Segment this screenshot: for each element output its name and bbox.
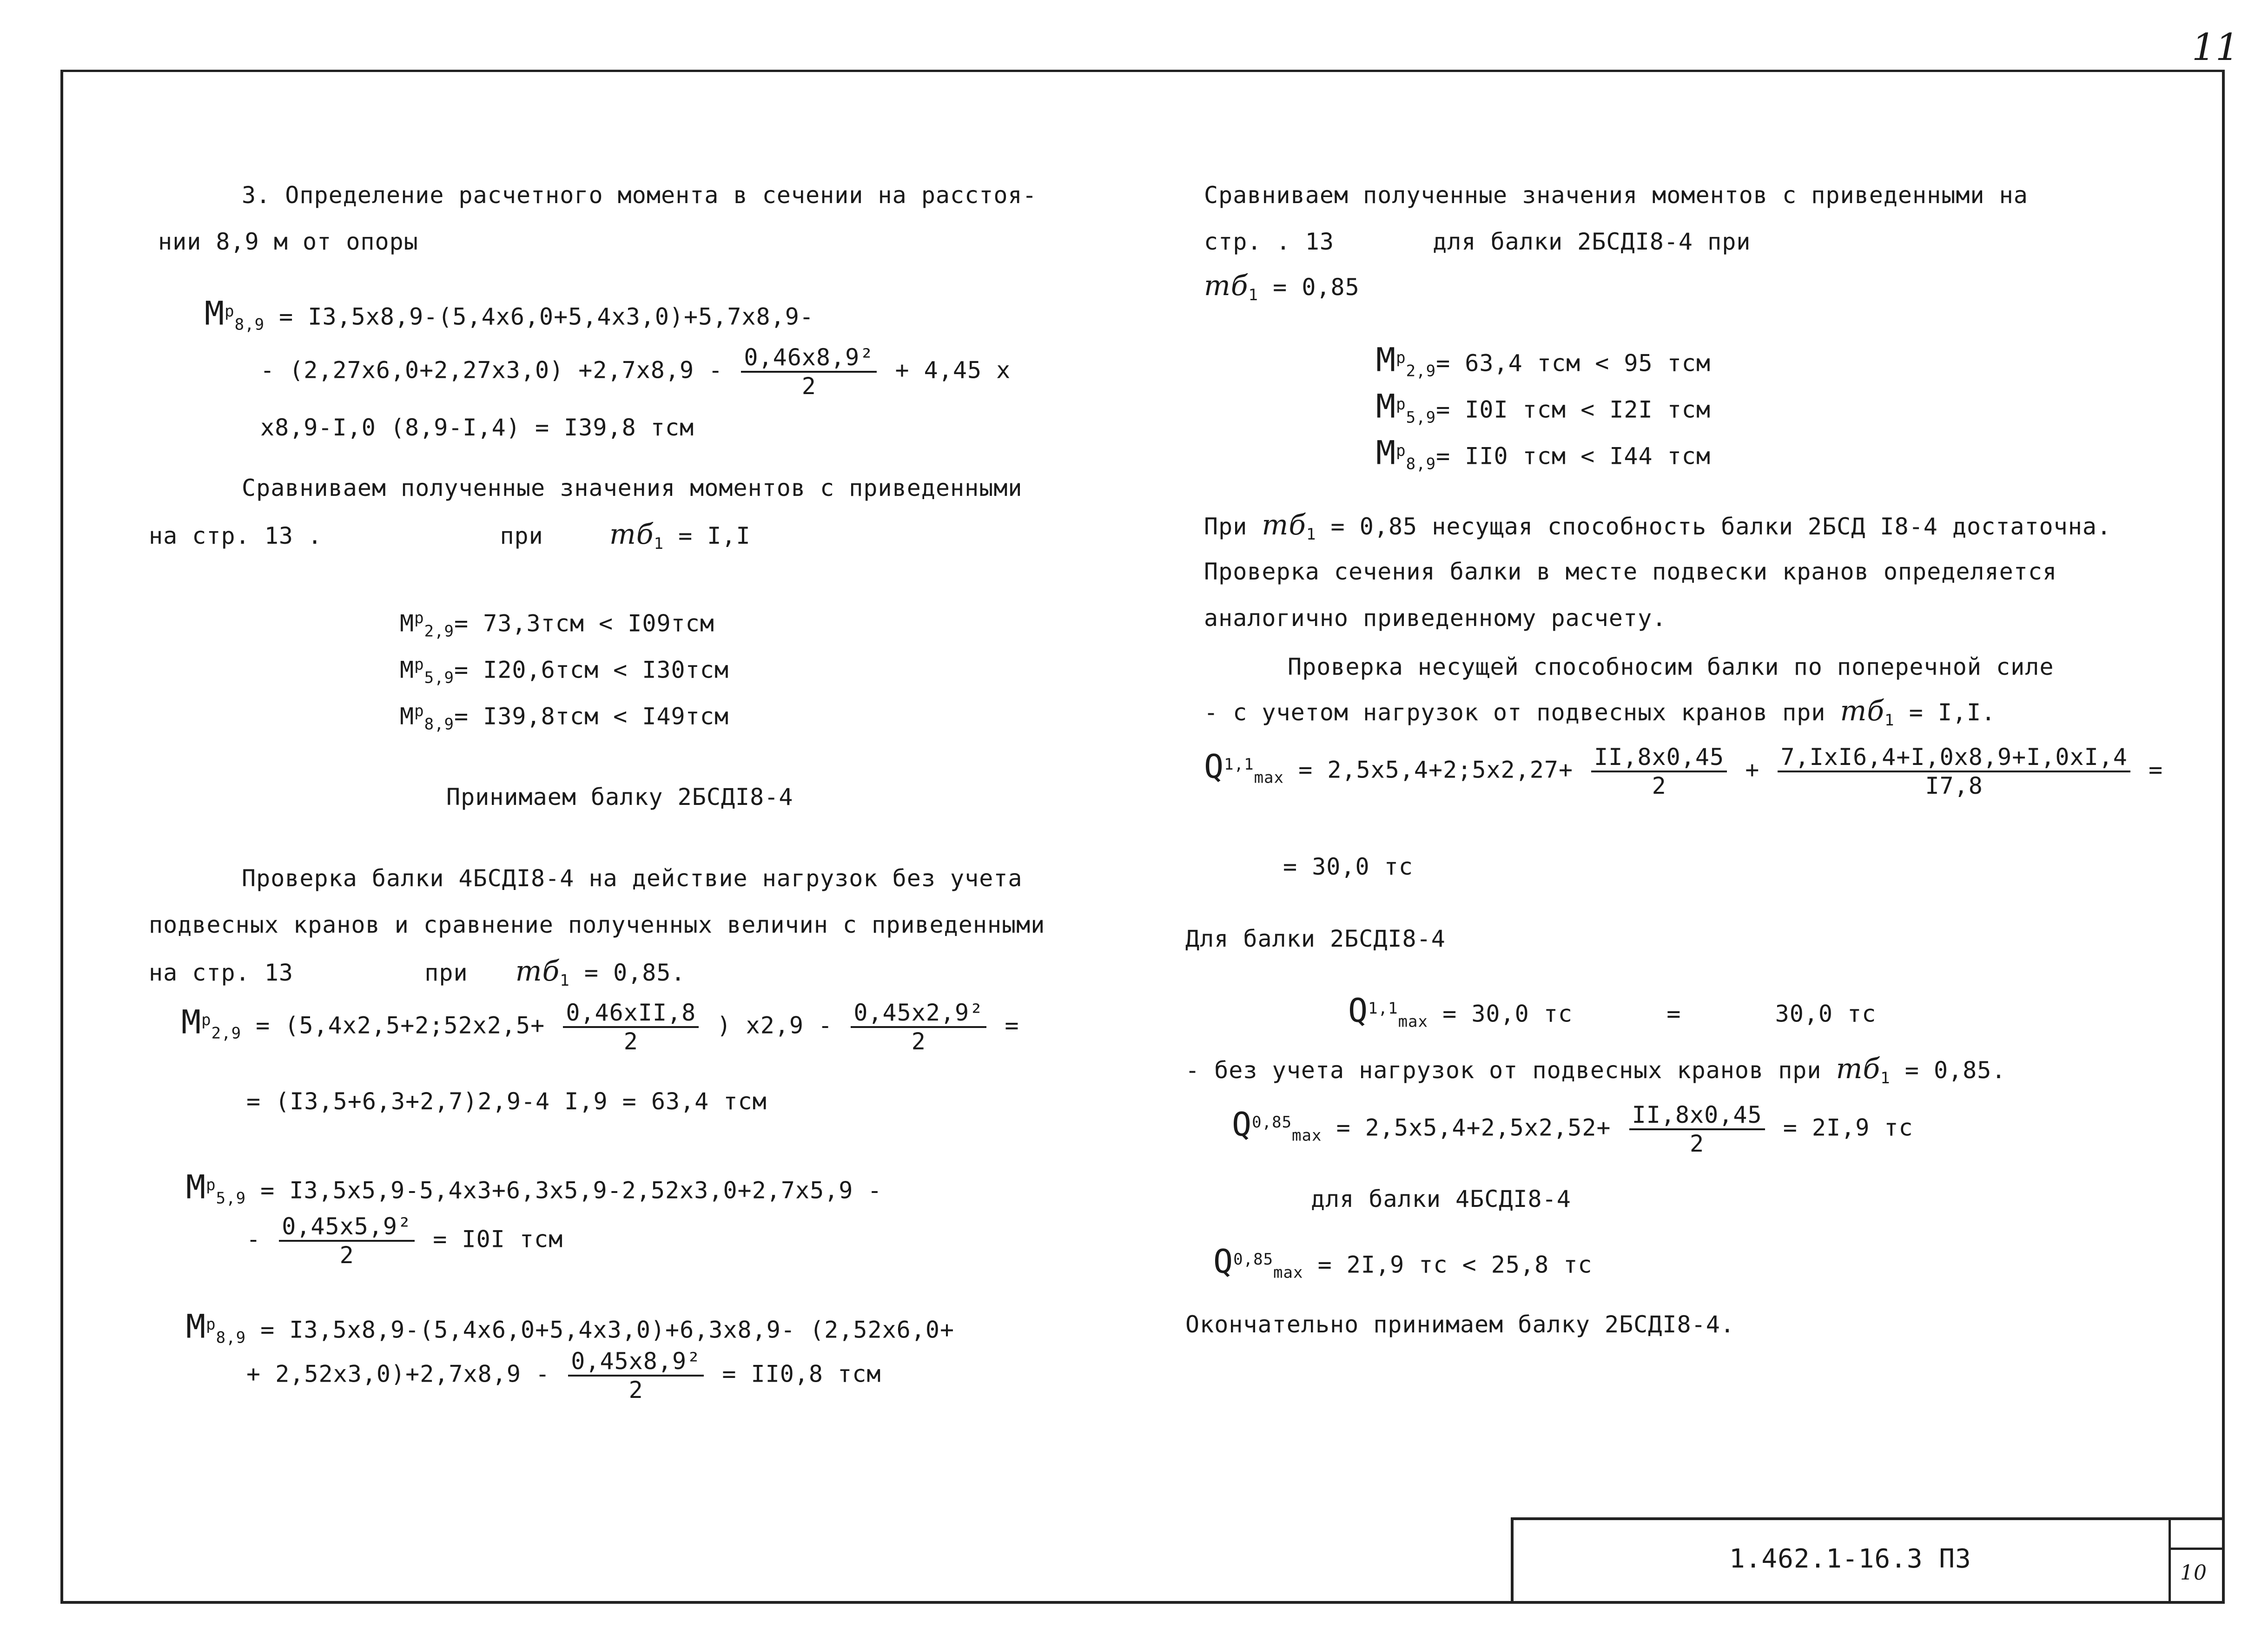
formula-text: = 73,3тсм < I09тсм xyxy=(454,610,714,637)
moment-sub: 8,9 xyxy=(1406,455,1436,474)
coefficient-symbol: mб xyxy=(1840,695,1885,727)
formula-text: - без учета нагрузок от подвесных кранов при xyxy=(1185,1057,1822,1084)
formula-text: = II0 тсм < I44 тсм xyxy=(1436,442,1711,470)
frame-top-border xyxy=(60,70,2223,72)
formula-text: для балки 2БСДI8-4 при xyxy=(1433,228,1751,255)
moment-sup: р xyxy=(206,1176,216,1194)
result-line3: аналогично приведенному расчету. xyxy=(1204,605,1667,632)
formula-text: = I3,5x5,9-5,4x3+6,3x5,9-2,52x3,0+2,7x5,9 - xyxy=(260,1177,882,1204)
inequality-5-9-right xyxy=(1376,387,1711,432)
formula-moment-5-9-line2 xyxy=(246,1213,563,1269)
moment-symbol: M xyxy=(181,1003,202,1041)
formula-text: = 63,4 тсм < 95 тсм xyxy=(1436,349,1711,377)
document-code: 1.462.1-16.3 П3 xyxy=(1729,1544,1971,1574)
formula-text: = xyxy=(1666,1000,1681,1028)
moment-sup: р xyxy=(206,1315,216,1334)
moment-sub: 5,9 xyxy=(1406,408,1436,427)
moment-sub: 2,9 xyxy=(211,1024,242,1043)
shear-sub: max xyxy=(1292,1126,1322,1145)
coefficient-symbol: mб xyxy=(1836,1053,1881,1085)
formula-moment-8-9b-line1 xyxy=(186,1307,955,1352)
shear-symbol: Q xyxy=(1348,991,1369,1030)
section3-line1: 3. Определение расчетного момента в сечении на расстоя- xyxy=(242,182,1037,209)
moment-symbol: M xyxy=(186,1168,206,1206)
formula-text: 30,0 тс xyxy=(1775,1000,1877,1028)
fraction-numerator: 0,45x2,9² xyxy=(851,999,986,1028)
sheet-number: 10 xyxy=(2180,1561,2207,1585)
fraction-denominator: 2 xyxy=(1652,772,1666,799)
formula-text: = 2,5x5,4+2;5x2,27+ xyxy=(1298,756,1574,784)
moment-symbol: M xyxy=(400,703,415,730)
page-reference: на стр. 13 xyxy=(149,959,294,986)
result-line2: Проверка сечения балки в месте подвески кранов определяется xyxy=(1204,558,2057,585)
formula-text: = 0,85. xyxy=(584,959,686,986)
coefficient-symbol: mб xyxy=(1204,270,1249,302)
check-line3 xyxy=(149,957,686,995)
moment-sub: 2,9 xyxy=(424,622,455,641)
final-decision: Окончательно принимаем балку 2БСДI8-4. xyxy=(1185,1311,1735,1338)
frame-left-border xyxy=(60,70,63,1603)
fraction-numerator: II,8x0,45 xyxy=(1591,744,1727,772)
formula-text: + xyxy=(1745,756,1760,784)
formula-text: = 0,85 xyxy=(1273,274,1360,301)
coefficient-sub: 1 xyxy=(654,534,664,553)
coefficient-sub: 1 xyxy=(1880,1069,1891,1087)
page-reference: стр. . 13 xyxy=(1204,228,1334,255)
moment-sub: 8,9 xyxy=(424,715,455,734)
shear-formula-1-result: = 30,0 тс xyxy=(1283,853,1413,880)
moment-symbol: M xyxy=(400,656,415,684)
formula-moment-8-9-line3: x8,9-I,0 (8,9-I,4) = I39,8 тсм xyxy=(260,414,694,441)
shear-sup: 0,85 xyxy=(1233,1250,1274,1269)
beam-label-2: для балки 4БСДI8-4 xyxy=(1311,1186,1571,1212)
check-line2: подвесных кранов и сравнение полученных величин с приведенными xyxy=(149,911,1045,938)
fraction-numerator: 0,45x5,9² xyxy=(279,1213,415,1242)
formula-text: + 2,52x3,0)+2,7x8,9 - xyxy=(246,1360,550,1388)
formula-text: = 0,85. xyxy=(1904,1057,2006,1084)
formula-text: = 2I,9 тс < 25,8 тс xyxy=(1317,1251,1593,1278)
moment-sub: 8,9 xyxy=(234,315,265,334)
moment-sub: 5,9 xyxy=(216,1189,246,1208)
fraction-denominator: 2 xyxy=(628,1377,643,1403)
shear-symbol: Q xyxy=(1213,1242,1234,1281)
coefficient-symbol: mб xyxy=(609,518,654,551)
fraction-numerator: II,8x0,45 xyxy=(1629,1101,1765,1130)
formula-moment-2-9-line2: = (I3,5+6,3+2,7)2,9-4 I,9 = 63,4 тсм xyxy=(246,1088,767,1115)
page-corner-number: 11 xyxy=(2192,26,2239,69)
shear-line2 xyxy=(1204,697,1996,734)
fraction xyxy=(1778,744,2130,799)
compare2-line1: Сравниваем полученные значения моментов с приведенными на xyxy=(1204,182,2028,209)
section3-line2: нии 8,9 м от опоры xyxy=(158,228,418,255)
shear-formula-2 xyxy=(1348,991,1877,1036)
formula-text: + 4,45 x xyxy=(895,356,1011,384)
coefficient-sub: 1 xyxy=(1248,286,1258,304)
formula-moment-8-9-line1 xyxy=(205,294,814,339)
moment-sup: р xyxy=(201,1010,212,1029)
formula-text: = II0,8 тсм xyxy=(722,1360,881,1388)
fraction xyxy=(851,999,986,1055)
fraction xyxy=(279,1213,415,1269)
formula-text: = 30,0 тс xyxy=(1442,1000,1573,1028)
formula-text: при xyxy=(424,959,468,986)
moment-symbol: M xyxy=(400,610,415,637)
coefficient-sub: 1 xyxy=(560,971,570,990)
shear-sup: 0,85 xyxy=(1252,1113,1292,1132)
compare1-line1: Сравниваем полученные значения моментов с приведенными xyxy=(242,474,1023,501)
formula-text: = I,I. xyxy=(1909,699,1996,726)
shear-line1: Проверка несущей способносим балки по поперечной силе xyxy=(1288,653,2054,680)
moment-sup: р xyxy=(414,609,424,627)
check-line1: Проверка балки 4БСДI8-4 на действие нагрузок без учета xyxy=(242,865,1023,892)
moment-symbol: M xyxy=(205,294,225,333)
moment-symbol: M xyxy=(1376,387,1396,426)
coefficient-symbol: mб xyxy=(1262,509,1306,541)
sheet-cell-divider xyxy=(2169,1548,2222,1550)
fraction-numerator: 7,IxI6,4+I,0x8,9+I,0xI,4 xyxy=(1778,744,2130,772)
fraction-denominator: 2 xyxy=(911,1028,926,1055)
moment-sup: р xyxy=(1396,395,1406,414)
moment-sup: р xyxy=(1396,441,1406,460)
formula-moment-2-9-line1 xyxy=(181,999,1019,1055)
inequality-2-9-right xyxy=(1376,341,1711,385)
moment-sup: р xyxy=(414,655,424,674)
formula-text: = (5,4x2,5+2;52x2,5+ xyxy=(256,1012,545,1039)
moment-symbol: M xyxy=(1376,341,1396,379)
shear-formula-3 xyxy=(1232,1101,1913,1157)
inequality-5-9 xyxy=(400,651,729,692)
shear-symbol: Q xyxy=(1232,1105,1252,1144)
inequality-8-9 xyxy=(400,697,729,738)
formula-text: = I,I xyxy=(678,522,751,549)
fraction xyxy=(563,999,699,1055)
compare2-line2 xyxy=(1204,228,1751,256)
result-line1 xyxy=(1204,511,2111,548)
moment-sup: р xyxy=(1396,349,1406,367)
inequality-8-9-right xyxy=(1376,434,1711,478)
compare2-line3 xyxy=(1204,272,1360,309)
fraction-denominator: 2 xyxy=(623,1028,638,1055)
formula-moment-5-9-line1 xyxy=(186,1168,882,1212)
compare1-line2 xyxy=(149,520,751,558)
beam-label-1: Для балки 2БСДI8-4 xyxy=(1185,925,1446,952)
inequality-2-9 xyxy=(400,604,714,646)
frame-right-border xyxy=(2222,70,2225,1603)
formula-text: = I0I тсм xyxy=(433,1225,563,1253)
coefficient-sub: 1 xyxy=(1306,525,1316,544)
shear-symbol: Q xyxy=(1204,747,1224,786)
formula-text: - (2,27x6,0+2,27x3,0) +2,7x8,9 - xyxy=(260,356,723,384)
formula-text: При xyxy=(1204,513,1248,540)
formula-text: = I0I тсм < I2I тсм xyxy=(1436,396,1711,423)
formula-text: = I39,8тсм < I49тсм xyxy=(454,703,729,730)
shear-sup: 1,1 xyxy=(1368,999,1398,1018)
shear-sub: max xyxy=(1254,768,1284,787)
fraction-numerator: 0,46x8,9² xyxy=(741,344,877,373)
fraction-denominator: 2 xyxy=(339,1242,354,1269)
formula-text: = I3,5x8,9-(5,4x6,0+5,4x3,0)+6,3x8,9- (2,52x6,0+ xyxy=(260,1316,955,1344)
accept-beam-1: Принимаем балку 2БСДI8-4 xyxy=(446,784,793,810)
fraction-denominator: 2 xyxy=(801,373,816,400)
coefficient-symbol: mб xyxy=(515,955,560,988)
formula-text: = 0,85 несущая способность балки 2БСД I8-4 достаточна. xyxy=(1330,513,2112,540)
formula-text: = I3,5x8,9-(5,4x6,0+5,4x3,0)+5,7x8,9- xyxy=(279,303,814,330)
fraction-numerator: 0,45x8,9² xyxy=(568,1348,704,1377)
fraction-denominator: I7,8 xyxy=(1925,772,1983,799)
moment-sub: 8,9 xyxy=(216,1328,246,1347)
formula-text: = I20,6тсм < I30тсм xyxy=(454,656,729,684)
fraction-denominator: 2 xyxy=(1690,1130,1705,1157)
moment-sub: 5,9 xyxy=(424,668,455,687)
coefficient-sub: 1 xyxy=(1884,711,1895,730)
formula-text: = xyxy=(1005,1012,1019,1039)
shear-formula-4 xyxy=(1213,1242,1593,1287)
formula-text: = xyxy=(2149,756,2163,784)
formula-moment-8-9-line2 xyxy=(260,344,1011,400)
no-crane-line xyxy=(1185,1055,2006,1092)
moment-symbol: M xyxy=(186,1307,206,1346)
shear-formula-1 xyxy=(1204,744,2163,799)
moment-symbol: M xyxy=(1376,434,1396,472)
fraction xyxy=(1591,744,1727,799)
fraction-numerator: 0,46xII,8 xyxy=(563,999,699,1028)
formula-text: = 2I,9 тс xyxy=(1783,1114,1913,1141)
formula-text: - с учетом нагрузок от подвесных кранов при xyxy=(1204,699,1826,726)
shear-sup: 1,1 xyxy=(1224,755,1254,774)
moment-sub: 2,9 xyxy=(1406,362,1436,381)
fraction xyxy=(1629,1101,1765,1157)
formula-text: - xyxy=(246,1225,261,1253)
moment-sup: р xyxy=(225,302,235,321)
fraction xyxy=(741,344,877,400)
formula-moment-8-9b-line2 xyxy=(246,1348,881,1403)
formula-text: при xyxy=(500,522,543,549)
shear-sub: max xyxy=(1273,1263,1303,1282)
formula-text: ) x2,9 - xyxy=(717,1012,833,1039)
page-reference: на стр. 13 . xyxy=(149,522,323,549)
fraction xyxy=(568,1348,704,1403)
formula-text: = 2,5x5,4+2,5x2,52+ xyxy=(1336,1114,1611,1141)
moment-sup: р xyxy=(414,702,424,720)
shear-sub: max xyxy=(1398,1012,1428,1031)
